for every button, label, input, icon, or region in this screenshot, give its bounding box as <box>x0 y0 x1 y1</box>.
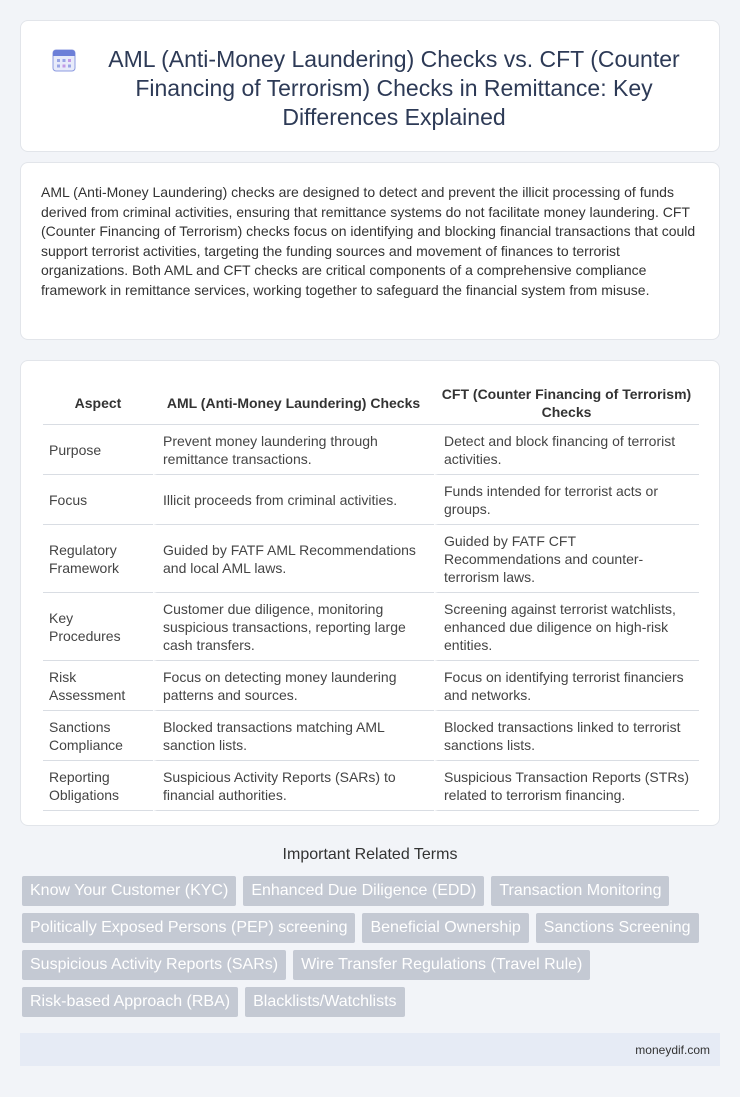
column-header-cft: CFT (Counter Financing of Terrorism) Checks <box>434 381 699 425</box>
cft-cell: Suspicious Transaction Reports (STRs) related to terrorism financing. <box>434 761 699 811</box>
related-term-tag[interactable]: Know Your Customer (KYC) <box>22 876 236 906</box>
related-term-tag[interactable]: Enhanced Due Diligence (EDD) <box>243 876 484 906</box>
aml-cell: Customer due diligence, monitoring suspicious transactions, reporting large cash transfers. <box>153 593 434 661</box>
aml-cell: Focus on detecting money laundering patterns and sources. <box>153 661 434 711</box>
table-header-row <box>43 381 699 425</box>
column-header-aspect: Aspect <box>43 381 153 425</box>
cft-cell: Guided by FATF CFT Recommendations and counter-terrorism laws. <box>434 525 699 593</box>
column-header-aml: AML (Anti-Money Laundering) Checks <box>153 381 434 425</box>
intro-paragraph: AML (Anti-Money Laundering) checks are designed to detect and prevent the illicit processing of funds derived from criminal activities, ensuring that remittance systems do not facilitate money laundering. CFT (Counter Financing of Terrorism) checks focus on identifying and blocking financial transactions that could support terrorist activities, targeting the funding sources and movement of finances to terrorist organizations. Both AML and CFT checks are critical components of a comprehensive compliance framework in remittance services, working together to safeguard the financial system from misuse. <box>41 184 696 298</box>
intro-card <box>20 162 720 340</box>
comparison-card <box>20 360 720 826</box>
title-card <box>20 20 720 152</box>
table-row <box>43 525 699 593</box>
aspect-cell: Purpose <box>43 425 153 475</box>
cft-cell: Screening against terrorist watchlists, enhanced due diligence on high-risk entities. <box>434 593 699 661</box>
comparison-table <box>43 381 699 811</box>
aspect-cell: Reporting Obligations <box>43 761 153 811</box>
related-term-tag[interactable]: Beneficial Ownership <box>362 913 528 943</box>
related-term-tag[interactable]: Transaction Monitoring <box>491 876 669 906</box>
cft-cell: Focus on identifying terrorist financiers and networks. <box>434 661 699 711</box>
aspect-cell: Key Procedures <box>43 593 153 661</box>
footer <box>20 1033 720 1066</box>
related-term-tag[interactable]: Suspicious Activity Reports (SARs) <box>22 950 286 980</box>
calendar-grid-icon <box>51 47 77 73</box>
table-row <box>43 593 699 661</box>
related-term-tag[interactable]: Risk-based Approach (RBA) <box>22 987 238 1017</box>
related-term-tag[interactable]: Sanctions Screening <box>536 913 699 943</box>
aml-cell: Prevent money laundering through remittance transactions. <box>153 425 434 475</box>
related-term-tag[interactable]: Politically Exposed Persons (PEP) screening <box>22 913 355 943</box>
cft-cell: Detect and block financing of terrorist activities. <box>434 425 699 475</box>
aspect-cell: Sanctions Compliance <box>43 711 153 761</box>
related-term-tag[interactable]: Blacklists/Watchlists <box>245 987 404 1017</box>
table-row <box>43 661 699 711</box>
cft-cell: Blocked transactions linked to terrorist sanctions lists. <box>434 711 699 761</box>
aspect-cell: Regulatory Framework <box>43 525 153 593</box>
aspect-cell: Risk Assessment <box>43 661 153 711</box>
related-terms-heading: Important Related Terms <box>282 846 458 863</box>
table-row <box>43 761 699 811</box>
cft-cell: Funds intended for terrorist acts or groups. <box>434 475 699 525</box>
aml-cell: Blocked transactions matching AML sanction lists. <box>153 711 434 761</box>
aspect-cell: Focus <box>43 475 153 525</box>
related-term-tag[interactable]: Wire Transfer Regulations (Travel Rule) <box>293 950 590 980</box>
title-row <box>21 21 719 132</box>
aml-cell: Illicit proceeds from criminal activities. <box>153 475 434 525</box>
table-row <box>43 425 699 475</box>
related-terms-list <box>22 876 722 1017</box>
page-title: AML (Anti-Money Laundering) Checks vs. CFT (Counter Financing of Terrorism) Checks in Remittance: Key Differences Explained <box>108 46 680 130</box>
aml-cell: Suspicious Activity Reports (SARs) to financial authorities. <box>153 761 434 811</box>
table-row <box>43 711 699 761</box>
table-row <box>43 475 699 525</box>
footer-site-link[interactable]: moneydif.com <box>635 1043 710 1057</box>
aml-cell: Guided by FATF AML Recommendations and local AML laws. <box>153 525 434 593</box>
